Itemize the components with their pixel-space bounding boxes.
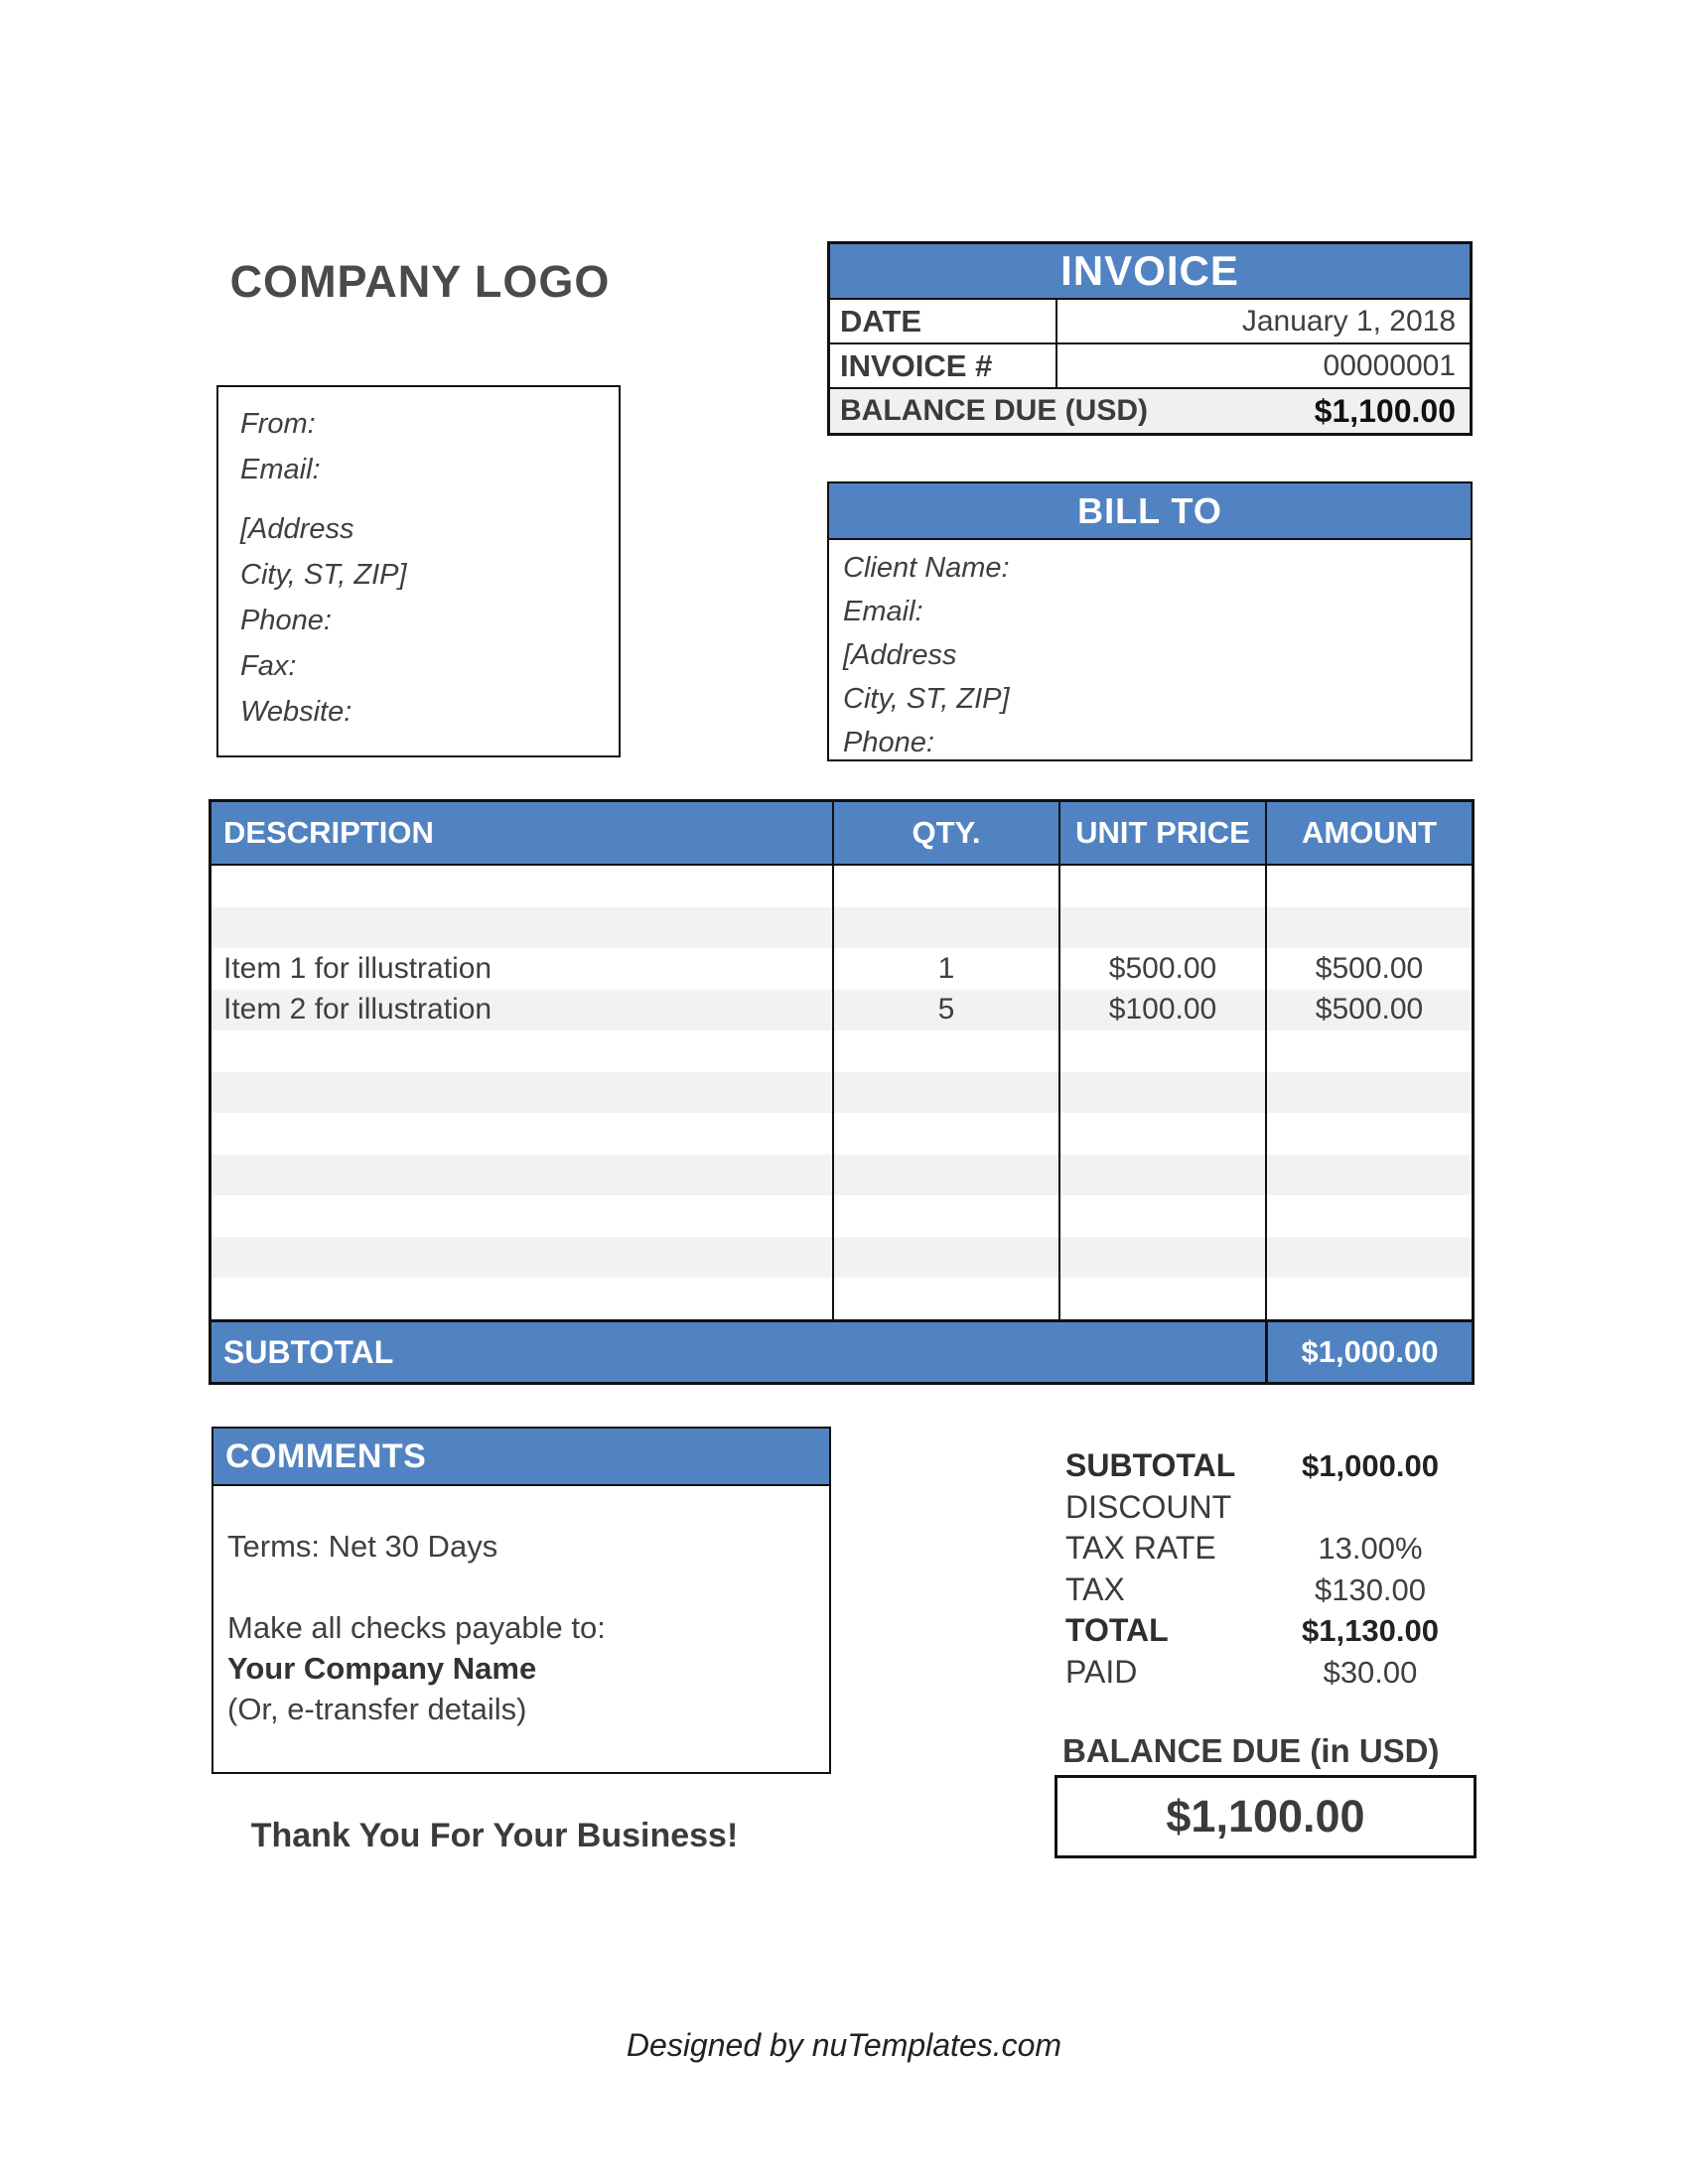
totals-total-row (1065, 1610, 1477, 1652)
invoice-balance-label: BALANCE DUE (USD) (840, 394, 1148, 427)
table-row-empty (211, 1195, 1472, 1237)
invoice-date-label: DATE (840, 304, 922, 339)
totals-tax-label: TAX (1065, 1570, 1125, 1607)
table-row-empty (211, 1072, 1472, 1114)
table-row-empty (211, 907, 1472, 949)
totals-summary (1065, 1445, 1477, 1693)
header-unit-price: UNIT PRICE (1058, 802, 1265, 864)
item-qty: 5 (832, 990, 1058, 1031)
from-box (216, 385, 621, 757)
item-qty: 1 (832, 948, 1058, 990)
from-line-phone: Phone: (240, 605, 332, 636)
from-line-city: City, ST, ZIP] (240, 559, 407, 591)
totals-total-value: $1,130.00 (1302, 1613, 1439, 1648)
from-line-fax: Fax: (240, 650, 297, 682)
invoice-balance-value: $1,100.00 (1314, 393, 1456, 429)
header-amount: AMOUNT (1265, 802, 1472, 864)
invoice-summary-block (827, 241, 1473, 436)
table-row-empty (211, 1278, 1472, 1319)
from-line-from: From: (240, 408, 316, 440)
comments-terms: Terms: Net 30 Days (227, 1529, 498, 1564)
totals-paid-value: $30.00 (1323, 1654, 1418, 1690)
comments-company-name: Your Company Name (227, 1651, 537, 1686)
totals-paid-row (1065, 1652, 1477, 1694)
item-description: Item 2 for illustration (223, 993, 492, 1026)
table-row-empty (211, 866, 1472, 907)
totals-subtotal-row (1065, 1445, 1477, 1487)
comments-blank (227, 1567, 829, 1607)
from-line-website: Website: (240, 696, 352, 728)
subtotal-value: $1,000.00 (1265, 1322, 1472, 1382)
totals-subtotal-label: SUBTOTAL (1065, 1447, 1236, 1483)
thank-you-message: Thank You For Your Business! (250, 1817, 739, 1854)
subtotal-row (211, 1319, 1472, 1382)
items-table (209, 799, 1475, 1385)
bill-to-phone: Phone: (843, 727, 934, 758)
bill-to-email: Email: (843, 596, 923, 627)
item-amount: $500.00 (1265, 948, 1472, 990)
totals-tax-value: $130.00 (1314, 1571, 1427, 1607)
comments-payable: Make all checks payable to: (227, 1610, 606, 1645)
totals-discount-label: DISCOUNT (1065, 1488, 1232, 1525)
table-row-empty (211, 1237, 1472, 1279)
totals-total-label: TOTAL (1065, 1612, 1169, 1648)
bill-to-address: [Address (843, 639, 957, 671)
bill-to-title: BILL TO (829, 483, 1471, 540)
invoice-date-value: January 1, 2018 (1055, 300, 1470, 342)
invoice-number-row (830, 342, 1470, 387)
totals-tax-rate-label: TAX RATE (1065, 1530, 1216, 1566)
table-row-item-2 (211, 990, 1472, 1031)
balance-due-box: $1,100.00 (1055, 1775, 1477, 1858)
balance-due-label: BALANCE DUE (in USD) (1062, 1732, 1440, 1769)
totals-paid-label: PAID (1065, 1653, 1138, 1690)
table-row-empty (211, 1113, 1472, 1155)
bill-to-block (827, 481, 1473, 761)
table-row-empty (211, 1155, 1472, 1196)
header-qty: QTY. (832, 802, 1058, 864)
totals-discount-row (1065, 1487, 1477, 1529)
items-table-body (211, 866, 1472, 1319)
table-row-item-1 (211, 948, 1472, 990)
invoice-balance-row (830, 387, 1470, 433)
from-line-address: [Address (240, 513, 354, 545)
bill-to-city: City, ST, ZIP] (843, 683, 1010, 715)
item-unit-price: $100.00 (1058, 990, 1265, 1031)
invoice-title: INVOICE (830, 244, 1470, 300)
designed-by-credit: Designed by nuTemplates.com (626, 2027, 1062, 2063)
header-description: DESCRIPTION (223, 815, 434, 850)
totals-tax-row (1065, 1570, 1477, 1611)
totals-subtotal-value: $1,000.00 (1302, 1448, 1439, 1483)
comments-etransfer: (Or, e-transfer details) (227, 1692, 527, 1726)
comments-title: COMMENTS (213, 1429, 829, 1486)
invoice-number-label: INVOICE # (840, 348, 993, 383)
company-logo: COMPANY LOGO (229, 256, 611, 307)
totals-tax-rate-value: 13.00% (1318, 1531, 1423, 1566)
items-table-header (211, 802, 1472, 866)
invoice-date-row (830, 300, 1470, 342)
bill-to-client-name: Client Name: (843, 552, 1010, 584)
item-unit-price: $500.00 (1058, 948, 1265, 990)
table-row-empty (211, 1030, 1472, 1072)
totals-tax-rate-row (1065, 1528, 1477, 1570)
comments-box (211, 1427, 831, 1774)
item-description: Item 1 for illustration (223, 951, 492, 985)
item-amount: $500.00 (1265, 990, 1472, 1031)
subtotal-label: SUBTOTAL (223, 1334, 394, 1370)
invoice-number-value: 00000001 (1055, 344, 1470, 387)
from-line-email: Email: (240, 454, 321, 485)
